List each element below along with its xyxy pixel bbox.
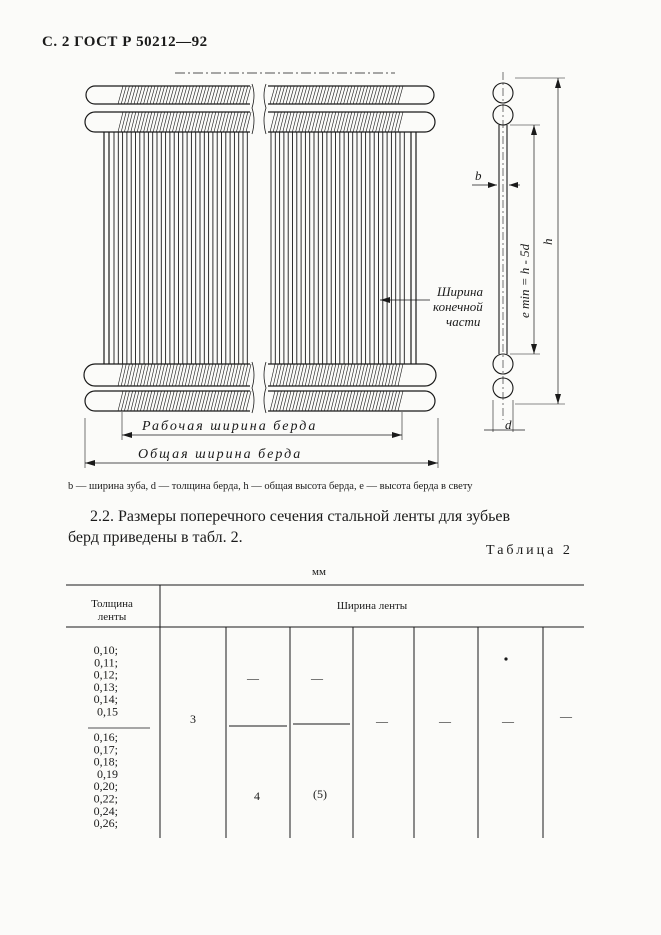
- label-d: d: [505, 417, 512, 432]
- col-header-thickness-2: ленты: [97, 611, 127, 623]
- ink-dot: [504, 657, 507, 660]
- thickness-value: 0,12;: [93, 667, 118, 682]
- thickness-value: 0,14;: [93, 692, 118, 707]
- col-header-thickness-1: Толщина: [91, 598, 133, 610]
- thickness-value: 0,18;: [93, 754, 118, 769]
- thickness-value: 0,13;: [93, 679, 118, 694]
- thickness-value: 0,11;: [94, 655, 118, 670]
- thickness-value: 0,24;: [93, 803, 118, 818]
- thickness-value: 0,22;: [93, 791, 118, 806]
- label-emin: e min = h - 5d: [517, 243, 532, 318]
- label-h: h: [540, 238, 555, 245]
- table-title: Таблица 2: [486, 543, 573, 558]
- side-label-line2: конечной: [433, 299, 483, 314]
- thickness-value: 0,10;: [93, 643, 118, 657]
- label-b: b: [475, 168, 482, 183]
- paragraph-line-2: берд приведены в табл. 2.: [68, 529, 243, 546]
- cell-col3-top: —: [311, 671, 323, 685]
- cell-col2-bottom: 4: [254, 789, 260, 803]
- table-units: мм: [312, 566, 326, 578]
- thickness-value: 0,19: [97, 766, 118, 781]
- total-width-label: Общая ширина берда: [138, 447, 303, 462]
- thickness-value: 0,20;: [93, 779, 118, 794]
- cell-col6: —: [502, 714, 514, 728]
- cell-col4: —: [376, 714, 388, 728]
- page-header: С. 2 ГОСТ Р 50212—92: [42, 34, 208, 50]
- side-label-line1: Ширина: [437, 284, 484, 299]
- cell-col3-bottom: (5): [313, 787, 327, 801]
- thickness-value: 0,17;: [93, 742, 118, 757]
- col-header-width: Ширина ленты: [336, 600, 408, 612]
- cell-col2-top: —: [247, 671, 259, 685]
- cell-col1: 3: [190, 712, 196, 726]
- cell-col7: —: [560, 709, 572, 723]
- thickness-value: 0,15: [97, 704, 118, 719]
- figure-caption: b — ширина зуба, d — толщина берда, h — общая высота берда, e — высота берда в свету: [68, 481, 473, 492]
- thickness-value: 0,16;: [93, 730, 118, 744]
- cell-col5: —: [439, 714, 451, 728]
- paragraph-line-1: 2.2. Размеры поперечного сечения стальной ленты для зубьев: [90, 508, 511, 525]
- side-label-line3: части: [446, 314, 481, 329]
- working-width-label: Рабочая ширина берда: [142, 419, 318, 434]
- thickness-value: 0,26;: [93, 816, 118, 831]
